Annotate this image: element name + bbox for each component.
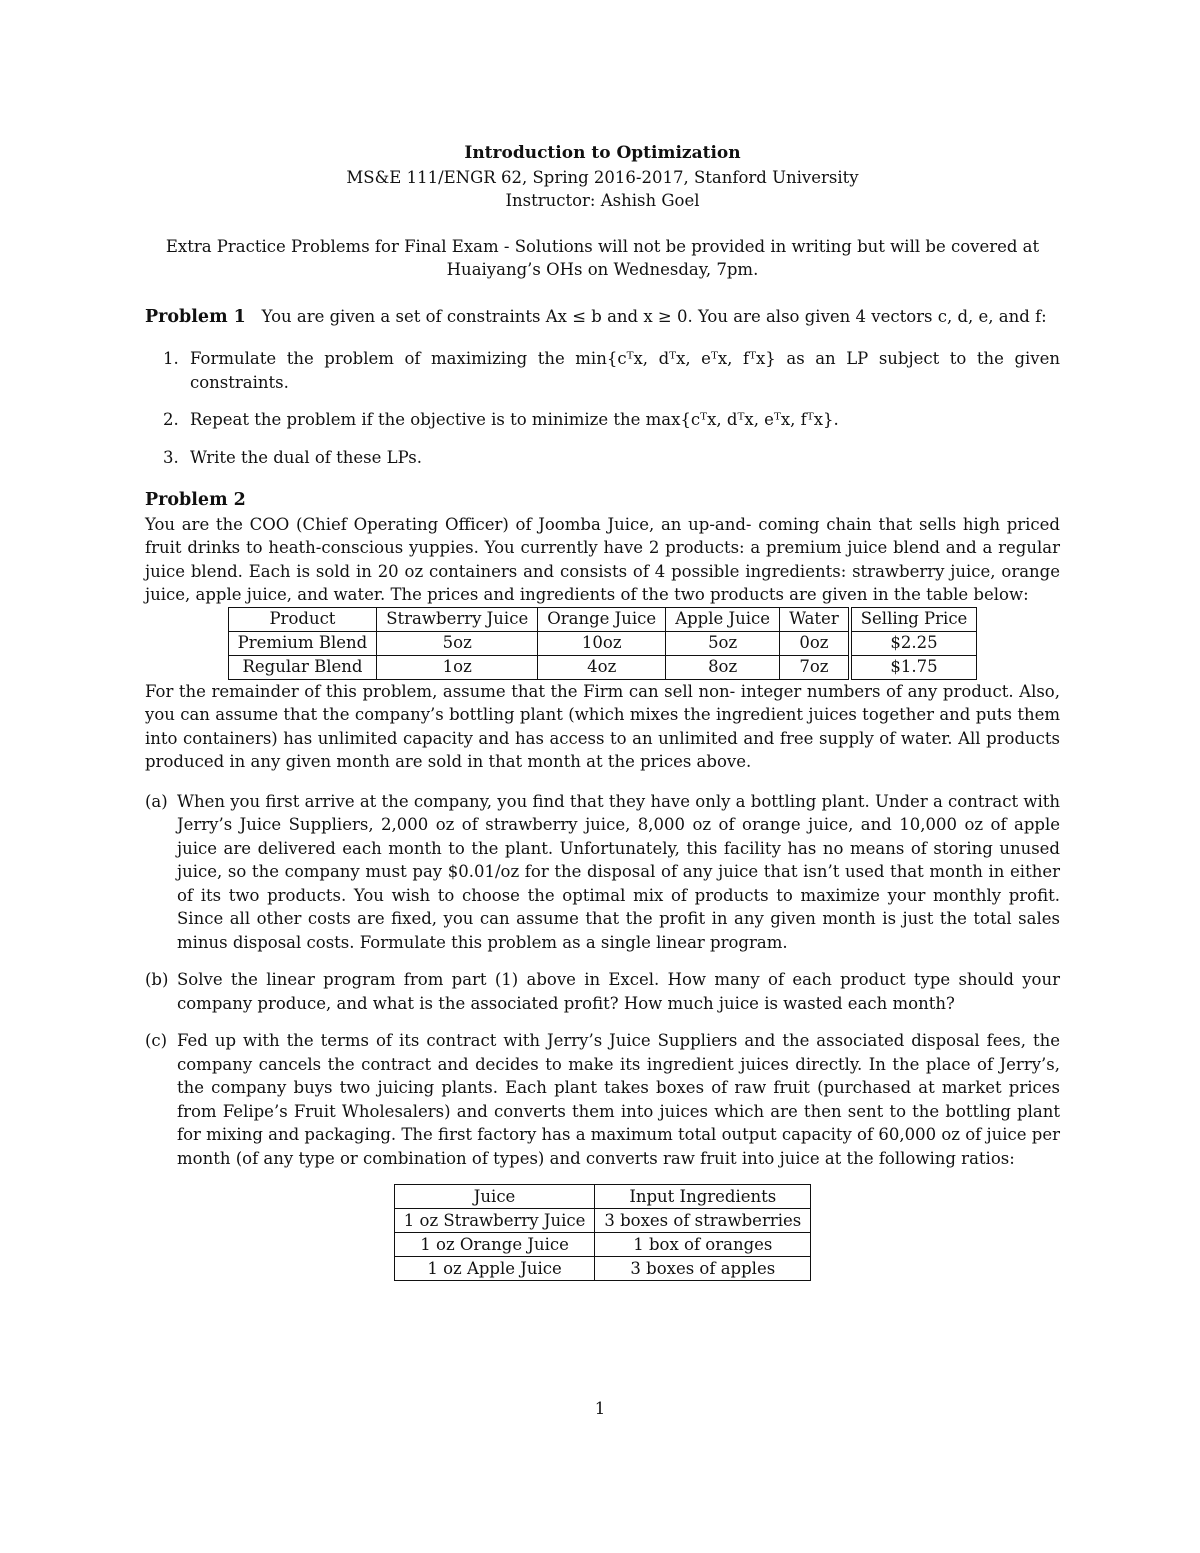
document-page xyxy=(145,142,1060,1281)
list-item: 3. Write the dual of these LPs. xyxy=(163,447,422,467)
problem1-list xyxy=(145,347,1060,469)
table-header-row: Juice Input Ingredients xyxy=(394,1185,810,1209)
juice-ratio-table xyxy=(394,1184,811,1281)
problem2-statement: You are the COO (Chief Operating Officer) of Joomba Juice, an up-and- coming chain that sells high priced fruit drinks to heath-conscious yuppies. You currently have 2 products: a premium juice blend and a regular juice blend. Each is sold in 20 oz containers and consists of 4 possible ingredients: strawberry juice, orange juice, apple juice, and water. The prices and ingredients of the two products are given in the table below: xyxy=(145,514,1060,604)
document-title: Introduction to Optimization xyxy=(464,143,741,163)
table-row: Regular Blend 1oz 4oz 8oz 7oz $1.75 xyxy=(228,655,977,679)
table-row: 1 oz Strawberry Juice 3 boxes of strawberries xyxy=(394,1209,810,1233)
course-line: MS&E 111/ENGR 62, Spring 2016-2017, Stanford University xyxy=(346,167,859,187)
list-item: 2. Repeat the problem if the objective is to minimize the max{cᵀx, dᵀx, eᵀx, fᵀx}. xyxy=(163,410,839,429)
table-row: 1 oz Apple Juice 3 boxes of apples xyxy=(394,1257,810,1281)
intro-note: Extra Practice Problems for Final Exam - Solutions will not be provided in writing but will be covered at Huaiyang’s OHs on Wednesday, 7pm. xyxy=(165,236,1040,279)
table-row: 1 oz Orange Juice 1 box of oranges xyxy=(394,1233,810,1257)
instructor-line: Instructor: Ashish Goel xyxy=(505,191,700,210)
problem2-heading: Problem 2 xyxy=(145,490,246,510)
assumptions-paragraph: For the remainder of this problem, assume that the Firm can sell non- integer numbers of any product. Also, you can assume that the company’s bottling plant (which mixes the ingredient juices together and puts them into containers) has unlimited capacity and has access to an unlimited and free supply of water. All products produced in any given month are sold in that month at the prices above. xyxy=(145,681,1060,771)
list-item: (a) When you first arrive at the company, you find that they have only a bottling plant. Under a contract with Jerry’s Juice Suppliers, 2,000 oz of strawberry juice, 8,000 oz of orange juice, and 10,000 oz of apple juice are delivered each month to the plant. Unfortunately, this facility has no means of storing unused juice, so the company must pay $0.01/oz for the disposal of any juice that isn’t used that month in either of its two products. You wish to choose the optimal mix of products to maximize your monthly profit. Since all other costs are fixed, you can assume that the profit in any given month is just the total sales minus disposal costs. Formulate this problem as a single linear program. xyxy=(145,791,1060,952)
problem2-parts xyxy=(145,790,1060,1171)
list-item: (b) Solve the linear program from part (1) above in Excel. How many of each product type should your company produce, and what is the associated profit? How much juice is wasted each month? xyxy=(145,970,1060,1013)
problem1-statement xyxy=(145,305,1060,330)
problem1-heading: Problem 1 xyxy=(145,306,246,327)
page-number: 1 xyxy=(594,1399,606,1418)
table-header-row: Product Strawberry Juice Orange Juice Apple Juice Water Selling Price xyxy=(228,607,977,631)
list-item: 1. Formulate the problem of maximizing the min{cᵀx, dᵀx, eᵀx, fᵀx} as an LP subject to the given constraints. xyxy=(163,349,1060,392)
list-item: (c) Fed up with the terms of its contract with Jerry’s Juice Suppliers and the associated disposal fees, the company cancels the contract and decides to make its ingredient juices directly. In the place of Jerry’s, the company buys two juicing plants. Each plant takes boxes of raw fruit (purchased at market prices from Felipe’s Fruit Wholesalers) and converts them into juices which are then sent to the bottling plant for mixing and packaging. The first factory has a maximum total output capacity of 60,000 oz of juice per month (of any type or combination of types) and converts raw fruit into juice at the following ratios: xyxy=(145,1031,1060,1168)
product-table xyxy=(228,607,978,680)
problem1-text: You are given a set of constraints Ax ≤ b and x ≥ 0. You are also given 4 vectors c, d, e, and f: xyxy=(261,306,1047,326)
table-row: Premium Blend 5oz 10oz 5oz 0oz $2.25 xyxy=(228,631,977,655)
